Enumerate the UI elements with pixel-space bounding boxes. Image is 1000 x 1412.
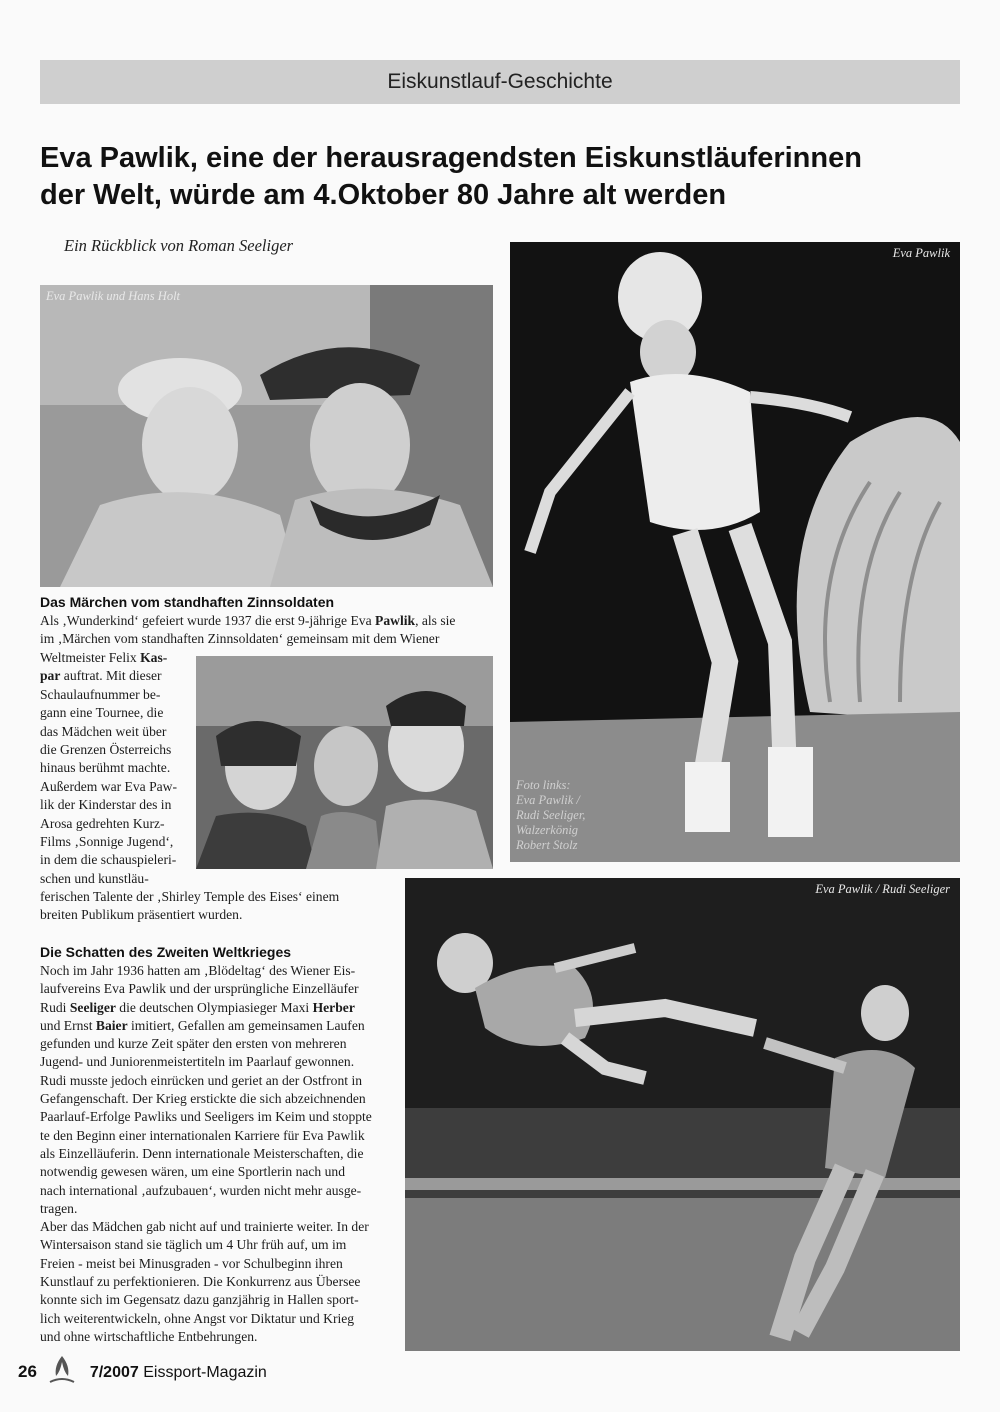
text-line: Schaulaufnummer be- <box>40 686 161 702</box>
text-line: breiten Publikum präsentiert wurden. <box>40 907 243 923</box>
text-line: Aber das Mädchen gab nicht auf und trainierte weiter. In der <box>40 1219 369 1235</box>
section-header: Eiskunstlauf-Geschichte <box>40 60 960 104</box>
photo-caption-pair: Eva Pawlik / Rudi Seeliger <box>815 882 950 896</box>
text-line: te den Beginn einer internationalen Karriere für Eva Pawlik <box>40 1127 365 1143</box>
text-line: Rudi Seeliger die deutschen Olympiasieger Maxi Herber <box>40 999 355 1015</box>
photo-group-stolz <box>196 656 493 869</box>
text-line: Paarlauf-Erfolge Pawliks und Seeligers im Keim und stoppte <box>40 1109 372 1125</box>
text-line: ferischen Talente der ‚Shirley Temple des Eises‘ einem <box>40 889 340 904</box>
section-2-body <box>40 962 402 1346</box>
text-line: Kunstlauf zu perfektionieren. Die Konkurrenz aus Übersee <box>40 1274 361 1290</box>
text-line: konnte sich im Gegensatz dazu ganzjährig in Hallen sport- <box>40 1292 359 1308</box>
section-title-1: Das Märchen vom standhaften Zinnsoldaten <box>40 594 335 610</box>
text-line: hinaus berühmt machte. <box>40 760 171 776</box>
text-line: und ohne wirtschaftliche Entbehrungen. <box>40 1328 258 1344</box>
text-line: Films ‚Sonnige Jugend‘, <box>40 834 174 850</box>
text-line: Weltmeister Felix Kas- <box>40 650 168 665</box>
magazine-name: Eissport-Magazin <box>138 1364 267 1381</box>
text-line: nach international ‚aufzubauen‘, wurden nicht mehr ausge- <box>40 1182 362 1198</box>
caption-line: Foto links: <box>516 778 571 792</box>
section-title-2: Die Schatten des Zweiten Weltkrieges <box>40 944 292 960</box>
text-line: in dem die schauspieleri- <box>40 852 177 868</box>
section-1-narrow-column <box>40 649 190 888</box>
photo-pawlik-holt <box>40 285 493 587</box>
photo-caption-left-photo <box>516 778 585 853</box>
text-line: laufvereins Eva Pawlik und der ursprüngliche Einzelläufer <box>40 981 359 997</box>
headline-line-2: der Welt, würde am 4.Oktober 80 Jahre alt werden <box>40 179 727 211</box>
text-line: im ‚Märchen vom standhaften Zinnsoldaten‘ gemeinsam mit dem Wiener <box>40 631 440 647</box>
photo-pawlik-solo <box>510 242 960 862</box>
page-number: 26 <box>18 1362 37 1381</box>
page-footer <box>18 1362 267 1382</box>
caption-line: Eva Pawlik / <box>516 793 580 807</box>
text-line: lich weiterentwickeln, ohne Angst vor Diktatur und Krieg <box>40 1310 355 1326</box>
text-line: und Ernst Baier imitiert, Gefallen am gemeinsamen Laufen <box>40 1017 365 1033</box>
text-line: tragen. <box>40 1200 78 1216</box>
caption-line: Rudi Seeliger, <box>516 808 586 822</box>
text-line: gefunden und kurze Zeit später den ersten von mehreren <box>40 1036 347 1052</box>
photo-caption-solo: Eva Pawlik <box>892 246 950 260</box>
headline-line-1: Eva Pawlik, eine der herausragendsten Eiskunstläuferinnen <box>40 142 862 174</box>
text-line: Außerdem war Eva Paw- <box>40 778 178 794</box>
photo-caption-holt: Eva Pawlik und Hans Holt <box>46 289 181 303</box>
text-line: Rudi musste jedoch einrücken und geriet an der Ostfront in <box>40 1072 363 1088</box>
text-line: Arosa gedrehten Kurz- <box>40 815 165 831</box>
photo-pair-skating <box>405 878 960 1351</box>
byline: Ein Rückblick von Roman Seeliger <box>64 236 294 255</box>
text-line: lik der Kinderstar des in <box>40 797 172 813</box>
caption-line: Walzerkönig <box>516 823 579 837</box>
text-line: Jugend- und Juniorenmeistertiteln im Paarlauf gewonnen. <box>40 1054 355 1070</box>
text-line: notwendig gewesen wären, um eine Sportlerin nach und <box>40 1164 346 1180</box>
text-line: par auftrat. Mit dieser <box>40 668 162 684</box>
text-line: das Mädchen weit über <box>40 723 167 739</box>
text-line: Noch im Jahr 1936 hatten am ‚Blödeltag‘ des Wiener Eis- <box>40 963 356 978</box>
text-line: Wintersaison stand sie täglich um 4 Uhr früh auf, um im <box>40 1237 347 1253</box>
text-line: die Grenzen Österreichs <box>40 742 172 758</box>
article-headline <box>40 140 970 214</box>
issue-number: 7/2007 <box>89 1364 139 1381</box>
caption-line: Robert Stolz <box>516 838 578 852</box>
text-line: als Einzelläuferin. Denn internationale Meisterschaften, die <box>40 1145 364 1161</box>
section-1-intro <box>40 612 495 649</box>
text-line: Gefangenschaft. Der Krieg erstickte die sich abzeichnenden <box>40 1091 366 1107</box>
text-line: Freien - meist bei Minusgraden - vor Schulbeginn ihren <box>40 1255 343 1271</box>
text-line: schen und kunstläu- <box>40 870 149 886</box>
text-line: Als ‚Wunderkind‘ gefeiert wurde 1937 die erst 9-jährige Eva Pawlik, als sie <box>40 613 456 628</box>
text-line: gann eine Tournee, die <box>40 705 164 721</box>
